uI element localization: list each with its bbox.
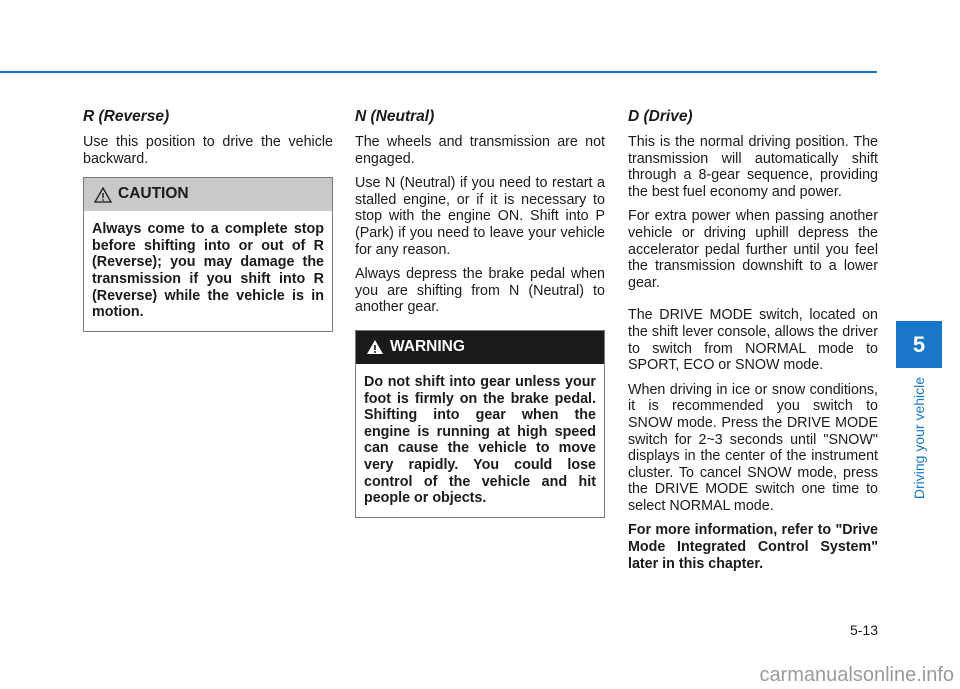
paragraph: The DRIVE MODE switch, located on the shift lever console, allows the driver to switch from NORMAL mode to SPORT, ECO or SNOW mode. [628, 307, 878, 374]
column-neutral [355, 108, 605, 518]
column-reverse [83, 108, 333, 332]
warning-triangle-icon [366, 339, 384, 355]
caution-header [84, 178, 332, 211]
column-drive [628, 108, 878, 580]
warning-box [355, 330, 605, 518]
paragraph: When driving in ice or snow conditions, it is recommended you switch to SNOW mode. Press the DRIVE MODE switch for 2~3 seconds until "SNOW" displays in the center of the instrument cluster. To cancel SNOW mode, press the DRIVE MODE switch one time to select NORMAL mode. [628, 381, 878, 514]
watermark: carmanualsonline.info [759, 664, 954, 686]
heading-reverse: R (Reverse) [83, 108, 170, 125]
drive-mode-reference-note: For more information, refer to "Drive Mode Integrated Control System" later in this chapter. [628, 522, 878, 572]
caution-body [84, 211, 332, 331]
paragraph: Use this position to drive the vehicle backward. [83, 134, 333, 167]
caution-text: Always come to a complete stop before shifting into or out of R (Reverse); you may damage the transmission if you shift into R (Reverse) while the vehicle is in motion. [92, 221, 324, 321]
top-rule [0, 71, 877, 73]
heading-drive: D (Drive) [628, 108, 693, 125]
warning-label: WARNING [390, 338, 465, 356]
caution-label: CAUTION [118, 185, 189, 203]
warning-header [356, 331, 604, 364]
paragraph: Always depress the brake pedal when you are shifting from N (Neutral) to another gear. [355, 266, 605, 316]
paragraph: The wheels and transmission are not engaged. [355, 134, 605, 167]
chapter-tab: 5 [896, 321, 942, 368]
chapter-title: Driving your vehicle [911, 376, 927, 500]
warning-body [356, 364, 604, 517]
caution-triangle-icon [94, 187, 112, 203]
paragraph: For extra power when passing another vehicle or driving uphill depress the accelerator pedal further until you feel the transmission downshift to a lower gear. [628, 208, 878, 291]
heading-neutral: N (Neutral) [355, 108, 435, 125]
caution-box [83, 177, 333, 332]
paragraph: Use N (Neutral) if you need to restart a stalled engine, or if it is necessary to stop with the engine ON. Shift into P (Park) if you need to leave your vehicle for any reason. [355, 175, 605, 258]
page-number: 5-13 [849, 622, 878, 638]
warning-text: Do not shift into gear unless your foot is firmly on the brake pedal. Shifting into gear when the engine is running at high speed can cause the vehicle to move very rapidly. You could lose control of the vehicle and hit people or objects. [364, 373, 596, 507]
paragraph: This is the normal driving position. The transmission will automatically shift through a 8-gear sequence, providing the best fuel economy and power. [628, 134, 878, 200]
